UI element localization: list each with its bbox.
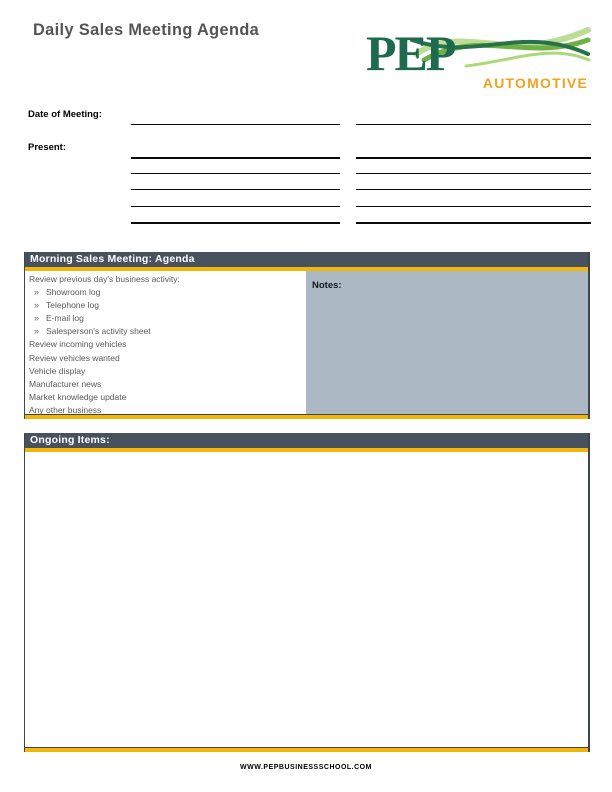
agenda-item xyxy=(29,338,302,351)
notes-label: Notes: xyxy=(312,280,342,291)
present-fill-line[interactable] xyxy=(131,157,340,159)
agenda-item xyxy=(29,404,302,417)
agenda-item-label: Manufacturer news xyxy=(29,378,102,389)
date-of-meeting-label: Date of Meeting: xyxy=(28,109,102,120)
agenda-item-label: Review incoming vehicles xyxy=(29,339,127,350)
agenda-item-label: E-mail log xyxy=(46,313,84,324)
present-fill-line[interactable] xyxy=(131,222,340,224)
present-label: Present: xyxy=(28,142,67,153)
present-fill-line[interactable] xyxy=(356,189,591,190)
agenda-item-label: Showroom log xyxy=(46,287,101,298)
logo-division-text: AUTOMOTIVE xyxy=(482,75,588,91)
agenda-item-label: Vehicle display xyxy=(29,365,86,376)
page-title: Daily Sales Meeting Agenda xyxy=(33,20,260,39)
agenda-list xyxy=(25,271,306,414)
agenda-subitem xyxy=(29,286,302,299)
agenda-item xyxy=(29,352,302,365)
logo-brand-text: PEP xyxy=(366,25,455,81)
present-fill-line[interactable] xyxy=(356,173,591,174)
company-logo xyxy=(366,16,592,94)
agenda-item xyxy=(29,273,302,286)
pep-automotive-logo-icon xyxy=(366,16,592,94)
bullet-icon: » xyxy=(34,326,40,337)
agenda-subitem xyxy=(29,299,302,312)
present-fill-line[interactable] xyxy=(131,206,340,207)
ongoing-items-area[interactable] xyxy=(25,452,588,748)
ongoing-items-section xyxy=(24,433,590,752)
agenda-item-label: Any other business xyxy=(29,404,102,415)
present-fill-line[interactable] xyxy=(131,173,340,174)
agenda-item-label: Market knowledge update xyxy=(29,391,127,402)
date-fill-line[interactable] xyxy=(356,124,591,125)
morning-sales-meeting-section xyxy=(24,252,590,419)
agenda-subitem xyxy=(29,325,302,338)
bullet-icon: » xyxy=(34,287,40,298)
bullet-icon: » xyxy=(34,313,40,324)
agenda-subitem xyxy=(29,312,302,325)
present-fill-line[interactable] xyxy=(356,206,591,207)
agenda-item xyxy=(29,378,302,391)
agenda-item-label: Telephone log xyxy=(46,300,99,311)
present-fill-line[interactable] xyxy=(356,222,591,224)
present-fill-line[interactable] xyxy=(356,157,591,159)
agenda-item xyxy=(29,365,302,378)
morning-section-header: Morning Sales Meeting: Agenda xyxy=(25,252,588,267)
ongoing-section-header: Ongoing Items: xyxy=(25,433,588,448)
date-fill-line[interactable] xyxy=(131,124,340,125)
footer-url: WWW.PEPBUSINESSSCHOOL.COM xyxy=(240,764,372,771)
present-fill-line[interactable] xyxy=(131,189,340,190)
agenda-item-label: Review previous day's business activity: xyxy=(29,274,180,284)
bullet-icon: » xyxy=(34,300,40,311)
gold-divider xyxy=(25,748,588,752)
notes-area[interactable] xyxy=(306,271,588,414)
agenda-item-label: Salesperson's activity sheet xyxy=(46,326,151,337)
agenda-item xyxy=(29,391,302,404)
agenda-item-label: Review vehicles wanted xyxy=(29,352,120,363)
